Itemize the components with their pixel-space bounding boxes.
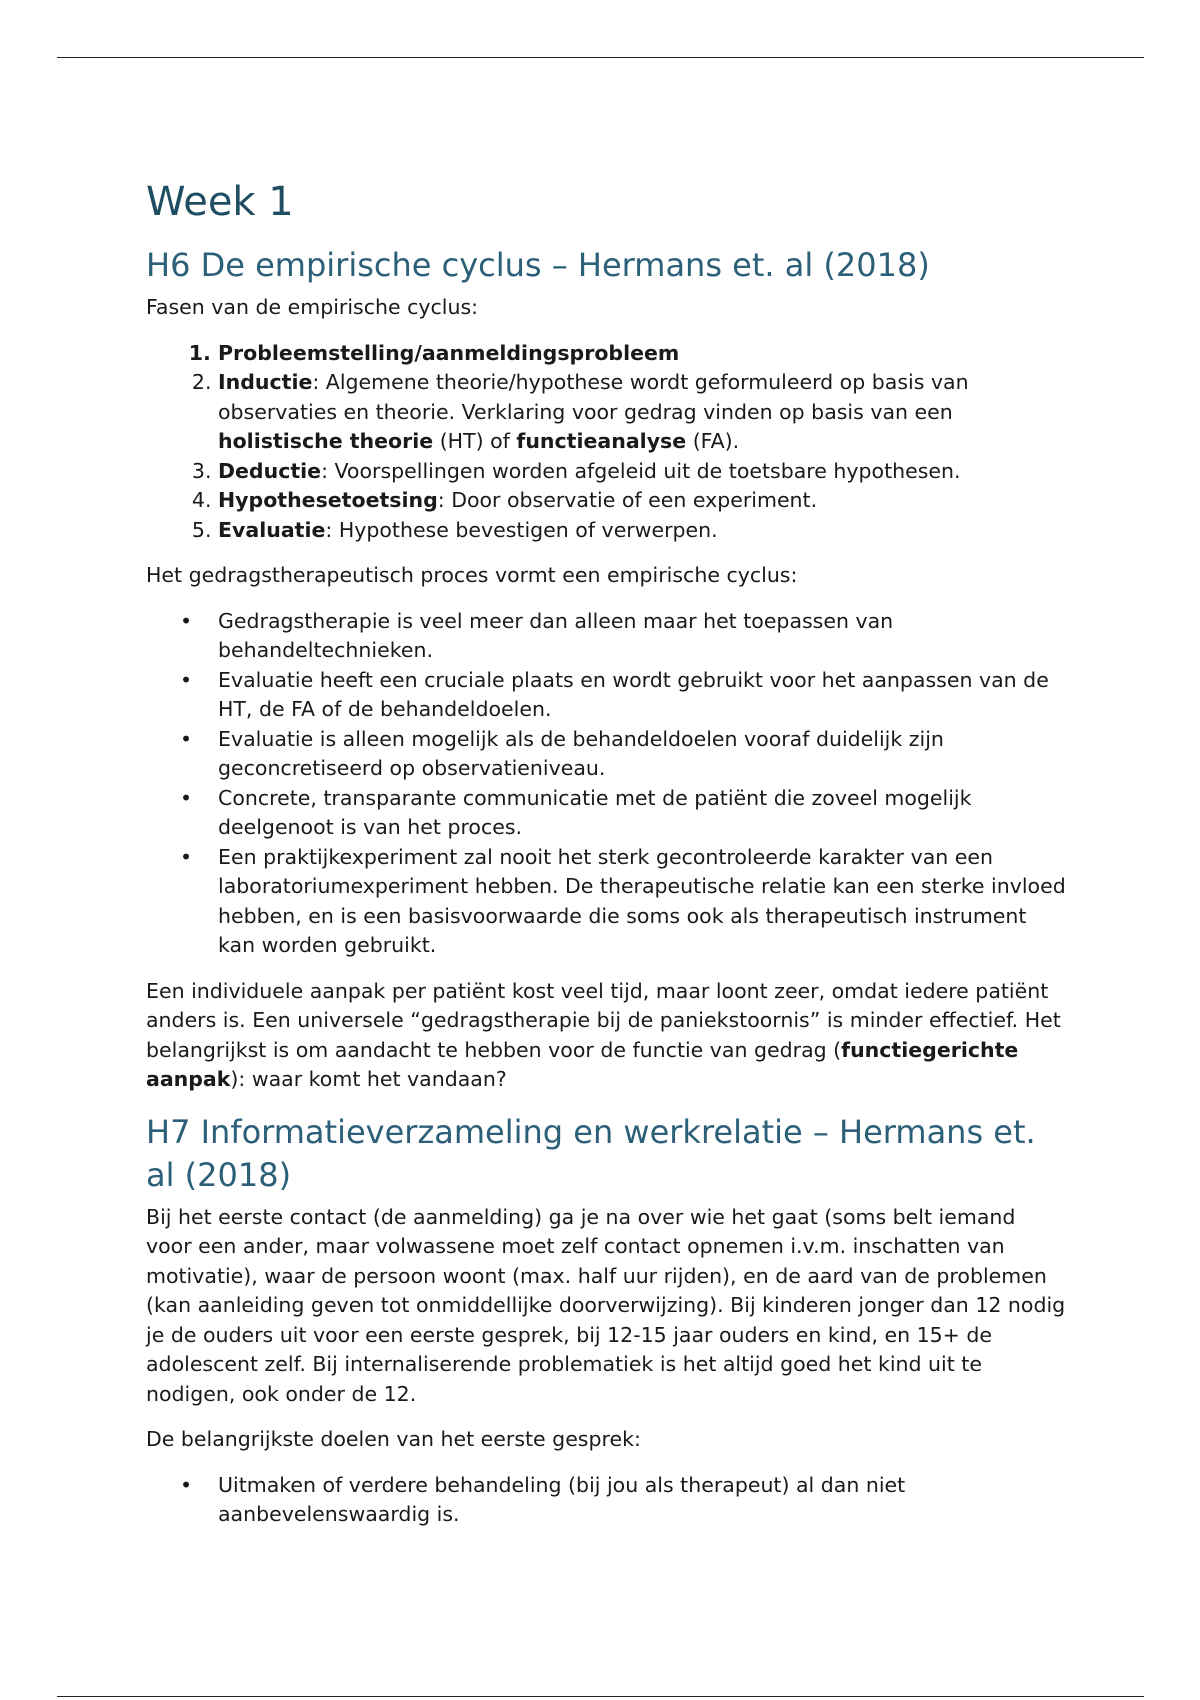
list-item: • Een praktijkexperiment zal nooit het sterk gecontroleerde karakter van een laboratoriumexperiment hebben. De therapeutische relatie kan een sterke invloed hebben, en is een basisvoorwaarde die soms ook als therapeutisch instrument kan worden gebruikt. (180, 844, 1066, 957)
bullet-icon: • (180, 667, 193, 692)
bullet-icon: • (180, 726, 193, 751)
section-heading-h6: H6 De empirische cyclus – Hermans et. al (2018) (146, 246, 930, 284)
h6-intro: Fasen van de empirische cyclus: (146, 295, 479, 319)
first-contact-paragraph: Bij het eerste contact (de aanmelding) ga je na over wie het gaat (soms belt iemand voor een ander, maar volwassene moet zelf contact opnemen i.v.m. inschatten van motivatie), waar de persoon woont (max. half uur rijden), en de aard van de problemen (kan aanleiding geven tot onmiddellijke doorverwijzing). Bij kinderen jonger dan 12 nodig je de ouders uit voor een eerste gesprek, bij 12-15 jaar ouders en kind, en 15+ de adolescent zelf. Bij internaliserende problematiek is het altijd goed het kind uit te nodigen, ook onder de 12. (146, 1204, 1066, 1406)
list-item: • Gedragstherapie is veel meer dan alleen maar het toepassen van behandeltechnieken. (180, 608, 894, 662)
list-item: 5. Evaluatie: Hypothese bevestigen of verwerpen. (218, 516, 1066, 546)
list-item: • Uitmaken of verdere behandeling (bij jou als therapeut) al dan niet aanbevelenswaardig is. (180, 1472, 906, 1526)
header-rule (57, 57, 1144, 58)
bullet-icon: • (180, 785, 193, 810)
document-body (146, 176, 1066, 1546)
individual-approach-paragraph: Een individuele aanpak per patiënt kost veel tijd, maar loont zeer, omdat iedere patiënt anders is. Een universele “gedragstherapie bij de paniekstoornis” is minder effectief. Het belangrijkst is om aandacht te hebben voor de functie van gedrag (functiegerichte aanpak): waar komt het vandaan? (146, 978, 1061, 1091)
bullet-icon: • (180, 844, 193, 869)
bullet-icon: • (180, 1472, 193, 1497)
section-heading-h7: H7 Informatieverzameling en werkrelatie – Hermans et. al (2018) (146, 1112, 1036, 1194)
goals-bullets (146, 1471, 1066, 1530)
footer-rule (57, 1696, 1144, 1697)
list-item: • Concrete, transparante communicatie met de patiënt die zoveel mogelijk deelgenoot is van het proces. (180, 785, 972, 839)
process-bullets (146, 607, 1066, 961)
process-intro: Het gedragstherapeutisch proces vormt een empirische cyclus: (146, 563, 798, 587)
page-title: Week 1 (146, 179, 294, 225)
list-item: 2. Inductie: Algemene theorie/hypothese wordt geformuleerd op basis van observaties en theorie. Verklaring voor gedrag vinden op basis van een holistische theorie (HT) of functieanalyse (FA). (218, 368, 1066, 457)
list-item: 4. Hypothesetoetsing: Door observatie of een experiment. (218, 486, 1066, 516)
list-item: • Evaluatie heeft een cruciale plaats en wordt gebruikt voor het aanpassen van de HT, de FA of de behandeldoelen. (180, 667, 1049, 721)
list-item: 1. Probleemstelling/aanmeldingsprobleem (218, 339, 1066, 369)
goals-intro: De belangrijkste doelen van het eerste gesprek: (146, 1427, 641, 1451)
list-item: 3. Deductie: Voorspellingen worden afgeleid uit de toetsbare hypothesen. (218, 457, 1066, 487)
list-item: • Evaluatie is alleen mogelijk als de behandeldoelen vooraf duidelijk zijn geconcretiseerd op observatieniveau. (180, 726, 944, 780)
bullet-icon: • (180, 608, 193, 633)
cycle-steps-list (146, 339, 1066, 546)
